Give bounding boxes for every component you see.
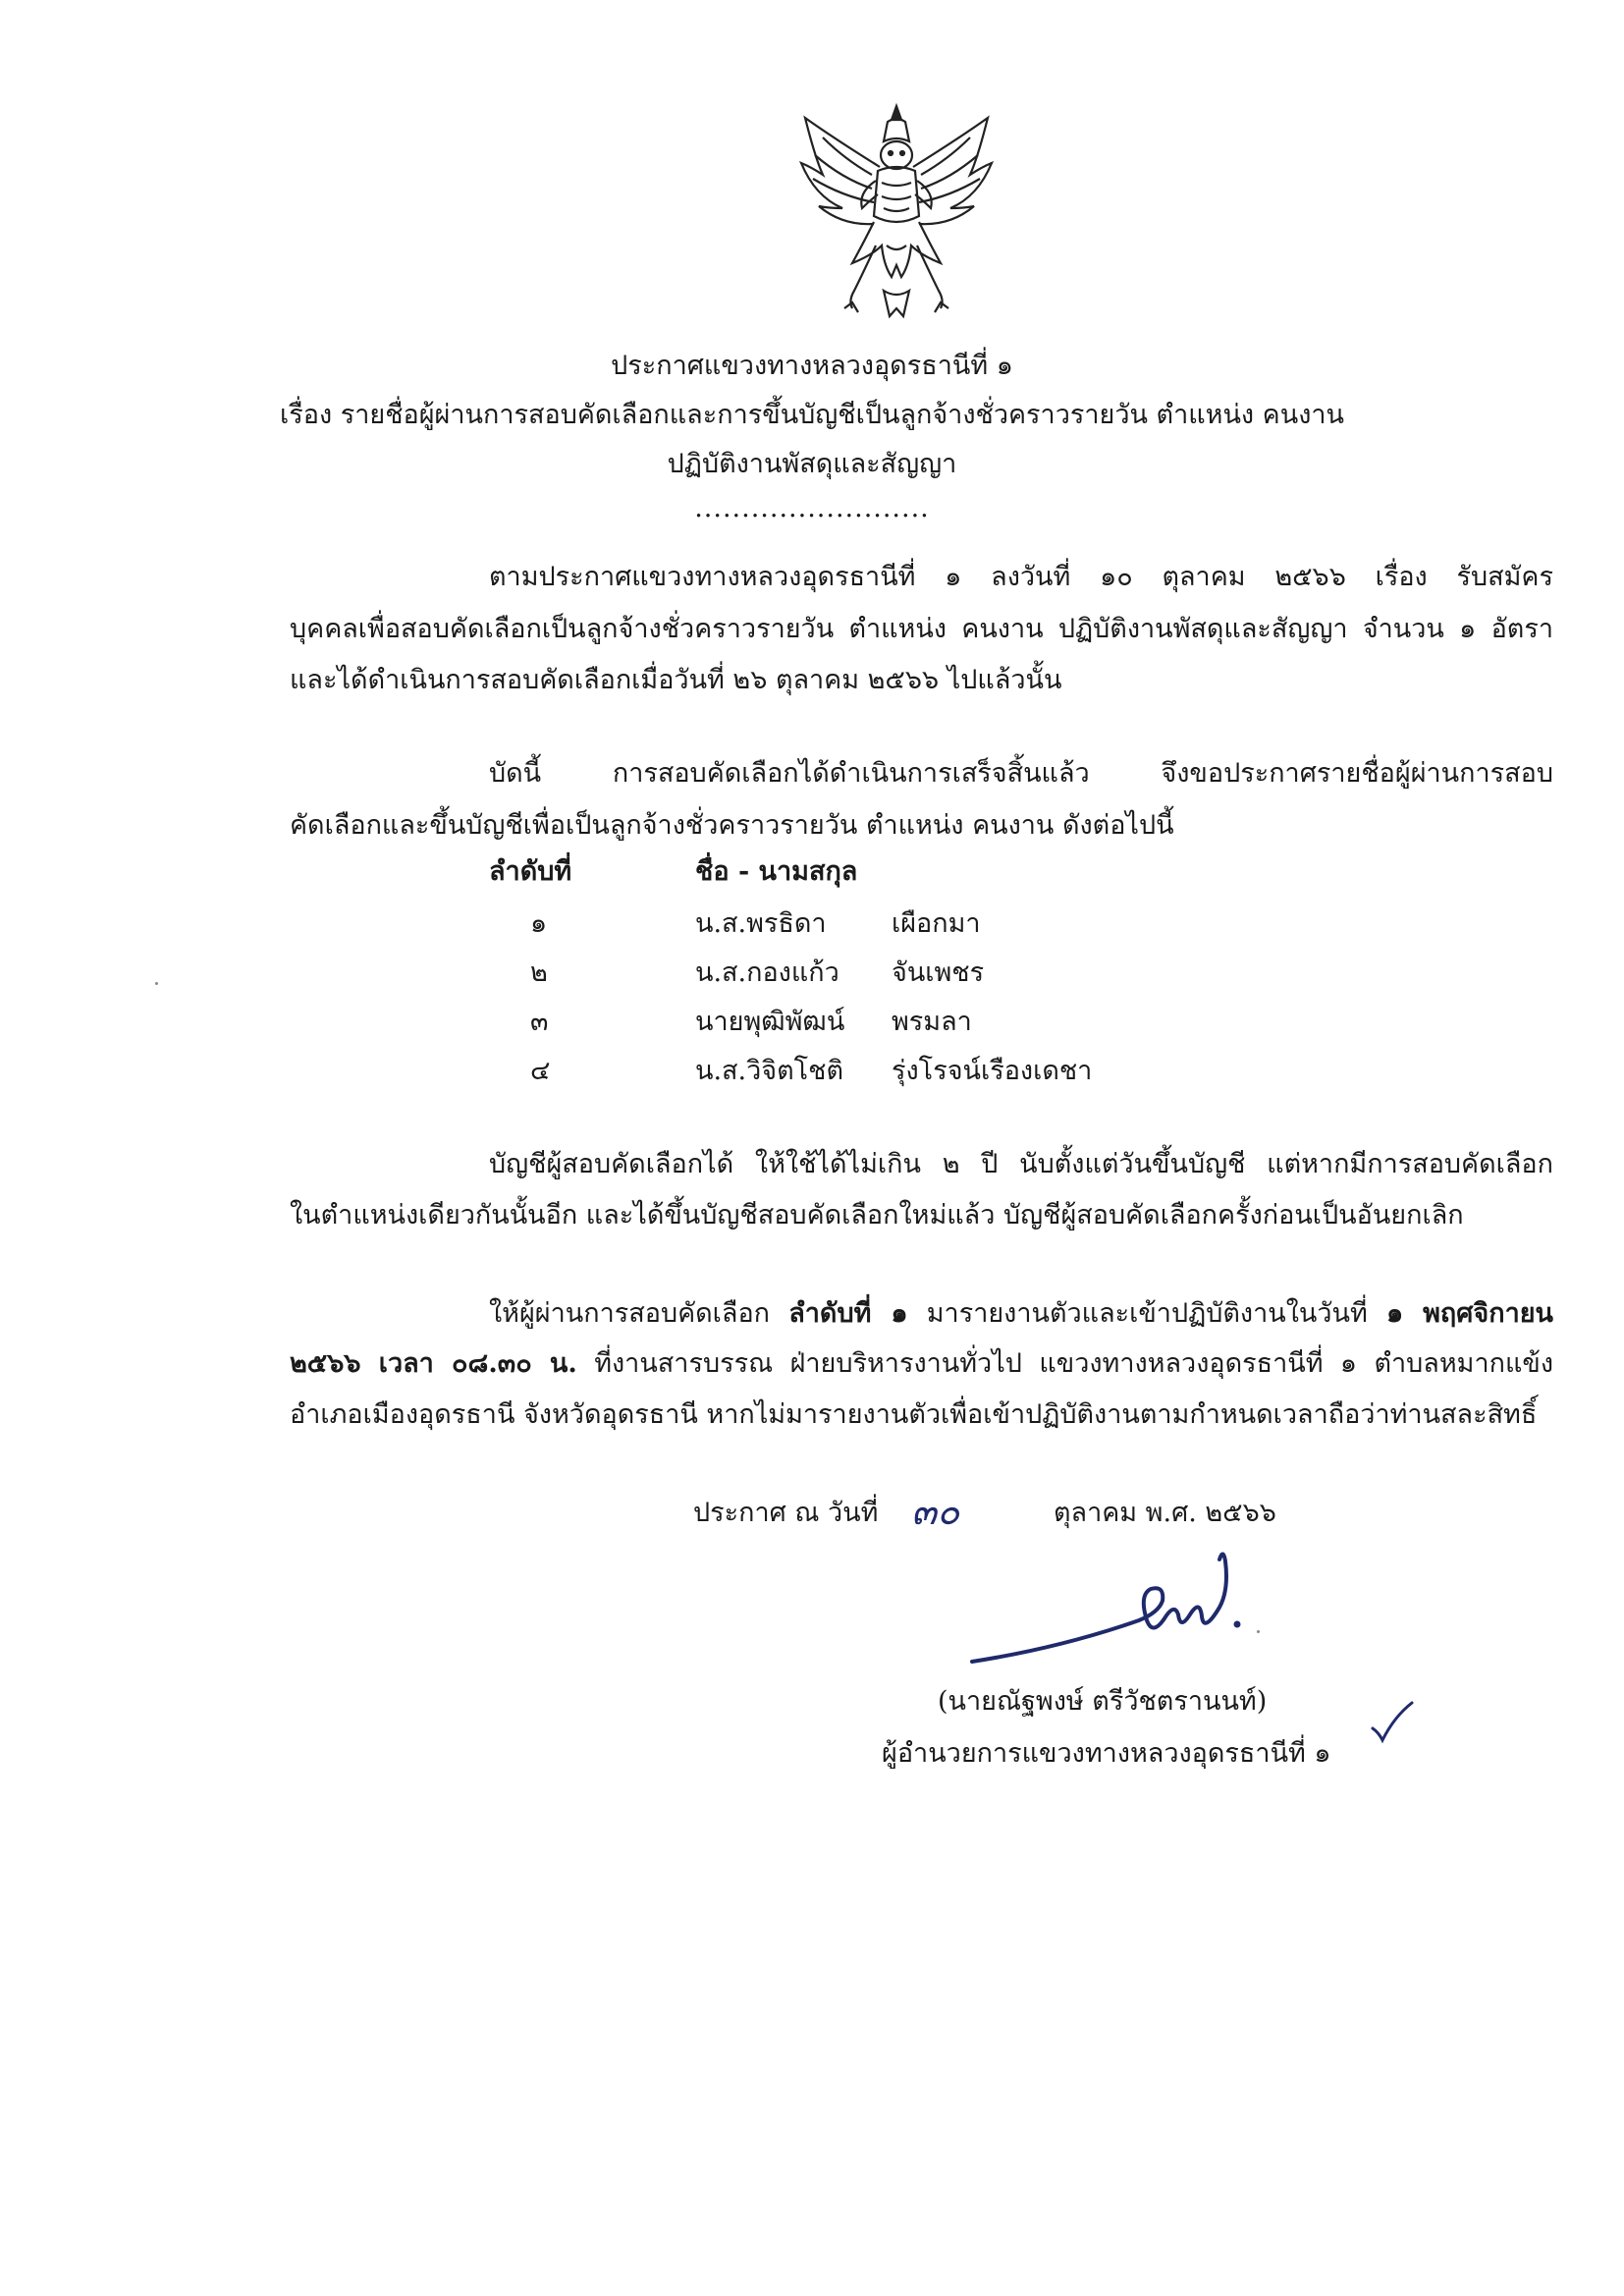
para4-line1	[489, 1291, 1553, 1334]
para1-line2: บุคคลเพื่อสอบคัดเลือกเป็นลูกจ้างชั่วคราวรายวัน ตำแหน่ง คนงาน ปฏิบัติงานพัสดุและสัญญา จำนวน ๑ อัตรา	[290, 614, 1553, 644]
announced-prefix: ประกาศ ณ วันที่	[693, 1498, 879, 1528]
para4-date-emphasis: ๑ พฤศจิกายน	[1385, 1298, 1554, 1329]
para1-line1: ตามประกาศแขวงทางหลวงอุดรธานีที่ ๑ ลงวันที่ ๑๐ ตุลาคม ๒๕๖๖ เรื่อง รับสมัคร	[489, 562, 1553, 592]
scan-speck	[1257, 1630, 1260, 1633]
para3-line1: บัญชีผู้สอบคัดเลือกได้ ให้ใช้ได้ไม่เกิน ๒ ปี นับตั้งแต่วันขึ้นบัญชี แต่หากมีการสอบคัดเลือก	[489, 1149, 1553, 1179]
row-last-name: จันเพชร	[892, 957, 985, 988]
row-number: ๒	[530, 957, 548, 988]
para4-line2	[290, 1341, 1553, 1384]
subject-line-1: เรื่อง รายชื่อผู้ผ่านการสอบคัดเลือกและการขึ้นบัญชีเป็นลูกจ้างชั่วคราวรายวัน ตำแหน่ง คนงาน	[280, 400, 1344, 430]
signer-title: ผู้อำนวยการแขวงทางหลวงอุดรธานีที่ ๑	[882, 1738, 1331, 1769]
header-divider: .........................	[694, 493, 930, 523]
row-number: ๑	[530, 908, 548, 939]
announced-suffix: ตุลาคม พ.ศ. ๒๕๖๖	[1054, 1498, 1276, 1528]
scan-speck	[155, 982, 158, 985]
signature-icon	[943, 1542, 1257, 1669]
row-last-name: เผือกมา	[892, 908, 981, 939]
row-last-name: พรมลา	[892, 1007, 972, 1037]
para3-line2: ในตำแหน่งเดียวกันนั้นอีก และได้ขึ้นบัญชีสอบคัดเลือกใหม่แล้ว บัญชีผู้สอบคัดเลือกครั้งก่อนเป็นอันยกเลิก	[290, 1200, 1464, 1230]
para4-time-emphasis: ๒๕๖๖ เวลา ๐๘.๓๐ น.	[290, 1348, 577, 1379]
para4-text: ที่งานสารบรรณ ฝ่ายบริหารงานทั่วไป แขวงทางหลวงอุดรธานีที่ ๑ ตำบลหมากแข้ง	[576, 1348, 1554, 1379]
table-header-name: ชื่อ - นามสกุล	[695, 856, 858, 887]
para2-line1: บัดนี้ การสอบคัดเลือกได้ดำเนินการเสร็จสิ้นแล้ว จึงขอประกาศรายชื่อผู้ผ่านการสอบ	[489, 758, 1553, 789]
para4-line3: อำเภอเมืองอุดรธานี จังหวัดอุดรธานี หากไม่มารายงานตัวเพื่อเข้าปฏิบัติงานตามกำหนดเวลาถือว่าท่านสละสิทธิ์	[290, 1399, 1538, 1430]
checkmark-icon	[1367, 1699, 1416, 1746]
para4-text: ให้ผู้ผ่านการสอบคัดเลือก	[489, 1298, 789, 1329]
row-number: ๔	[530, 1056, 551, 1086]
row-first-name: น.ส.พรธิดา	[695, 908, 827, 939]
para2-line2: คัดเลือกและขึ้นบัญชีเพื่อเป็นลูกจ้างชั่วคราวรายวัน ตำแหน่ง คนงาน ดังต่อไปนี้	[290, 810, 1174, 841]
para4-text: มารายงานตัวและเข้าปฏิบัติงานในวันที่	[907, 1298, 1386, 1329]
table-header-no: ลำดับที่	[489, 856, 572, 887]
signer-name: (นายณัฐพงษ์ ตรีวัชตรานนท์)	[938, 1686, 1268, 1717]
subject-line-2: ปฏิบัติงานพัสดุและสัญญา	[667, 449, 957, 479]
row-first-name: น.ส.กองแก้ว	[695, 957, 839, 988]
announcement-title: ประกาศแขวงทางหลวงอุดรธานีที่ ๑	[611, 351, 1013, 381]
garuda-emblem-icon	[793, 98, 1000, 324]
row-first-name: น.ส.วิจิตโชติ	[695, 1056, 843, 1086]
para4-rank-emphasis: ลำดับที่ ๑	[788, 1298, 908, 1329]
row-first-name: นายพุฒิพัฒน์	[695, 1007, 845, 1037]
row-number: ๓	[530, 1007, 549, 1037]
para1-line3: และได้ดำเนินการสอบคัดเลือกเมื่อวันที่ ๒๖ ตุลาคม ๒๕๖๖ ไปแล้วนั้น	[290, 665, 1062, 695]
row-last-name: รุ่งโรจน์เรืองเดชา	[892, 1056, 1093, 1086]
handwritten-day: ๓๐	[911, 1490, 960, 1533]
